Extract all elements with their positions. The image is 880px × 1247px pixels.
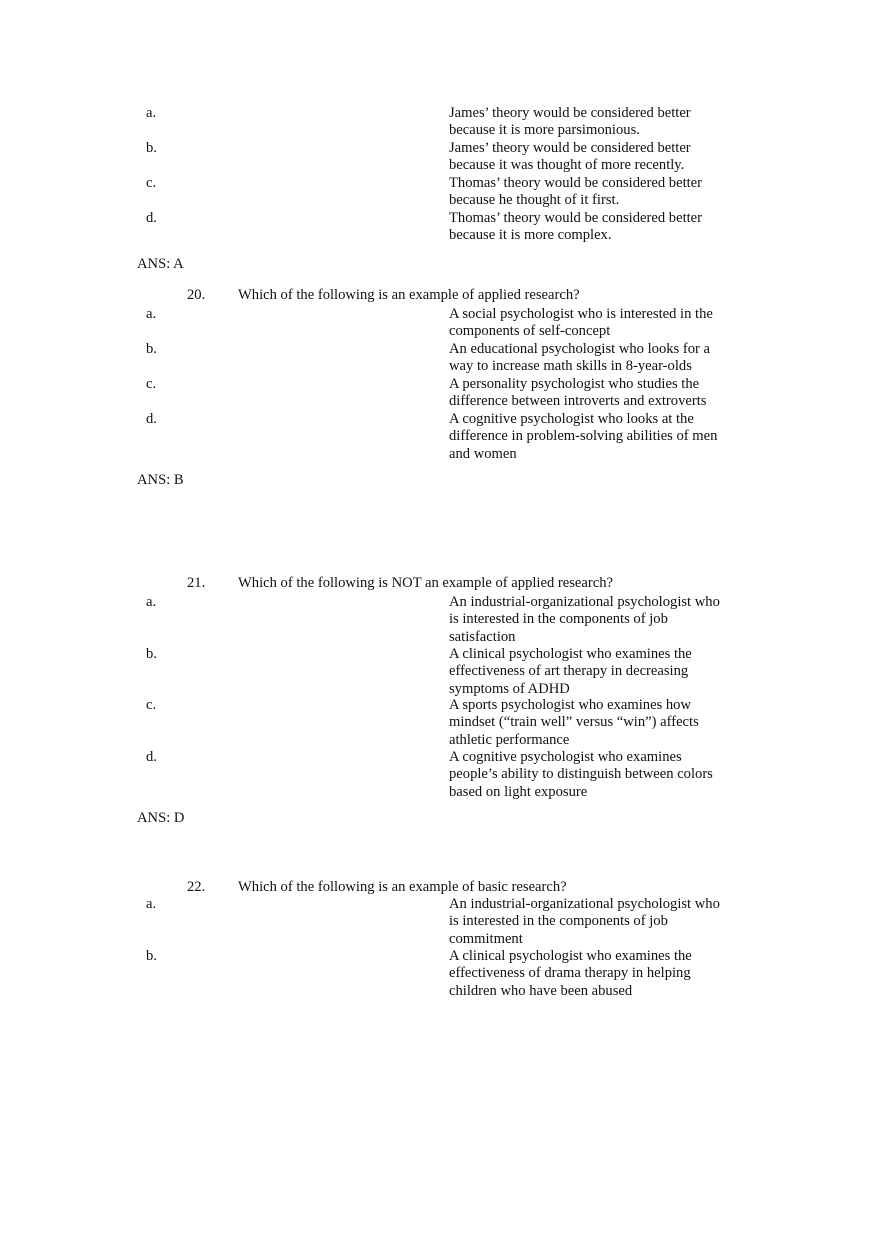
option-letter: d.	[146, 210, 157, 226]
option-text	[449, 411, 717, 463]
option-text-line: mindset (“train well” versus “win”) affects	[449, 714, 699, 731]
option-text-line: An educational psychologist who looks for a	[449, 341, 711, 357]
option-text-line: children who have been abused	[449, 982, 633, 999]
option-text-line: components of self-concept	[449, 323, 611, 340]
option-text-line: because it was thought of more recently.	[449, 157, 685, 174]
option-text-line: is interested in the components of job	[449, 913, 668, 930]
option-letter: d.	[146, 411, 157, 427]
option-text-line: An industrial-organizational psychologist who	[449, 594, 720, 610]
answer-key: ANS: D	[137, 810, 185, 826]
answer-key: ANS: B	[137, 472, 184, 488]
option-text-line: A sports psychologist who examines how	[449, 697, 692, 713]
option-text	[449, 175, 702, 210]
option-text	[449, 140, 691, 175]
option-text	[449, 341, 710, 376]
option-text-line: and women	[449, 445, 517, 462]
option-text-line: A social psychologist who is interested in the	[449, 306, 713, 322]
option-text	[449, 376, 706, 411]
option-letter: b.	[146, 646, 157, 662]
option-text	[449, 646, 692, 698]
question-number: 21.	[187, 575, 206, 591]
option-text-line: Thomas’ theory would be considered better	[449, 210, 703, 226]
option-text	[449, 896, 720, 948]
option-letter: a.	[146, 105, 157, 121]
option-text-line: A cognitive psychologist who examines	[449, 749, 682, 765]
option-text-line: way to increase math skills in 8-year-olds	[449, 358, 692, 375]
option-text-line: A personality psychologist who studies the	[449, 376, 700, 392]
option-letter: a.	[146, 896, 157, 912]
option-text-line: difference between introverts and extroverts	[449, 393, 707, 410]
option-letter: d.	[146, 749, 157, 765]
question-text: Which of the following is an example of basic research?	[238, 879, 567, 895]
option-letter: a.	[146, 594, 157, 610]
option-letter: b.	[146, 948, 157, 964]
question-number: 20.	[187, 287, 206, 303]
option-text-line: because he thought of it first.	[449, 192, 620, 209]
option-text-line: effectiveness of drama therapy in helping	[449, 965, 691, 982]
option-text-line: James’ theory would be considered better	[449, 105, 691, 121]
option-letter: b.	[146, 341, 157, 357]
option-text-line: because it is more parsimonious.	[449, 122, 640, 139]
option-letter: c.	[146, 697, 157, 713]
option-letter: c.	[146, 376, 157, 392]
option-letter: b.	[146, 140, 157, 156]
option-letter: a.	[146, 306, 157, 322]
option-text-line: Thomas’ theory would be considered better	[449, 175, 703, 191]
option-text	[449, 697, 699, 749]
question-number: 22.	[187, 879, 206, 895]
option-text	[449, 306, 713, 341]
option-text-line: effectiveness of art therapy in decreasing	[449, 663, 689, 680]
question-text: Which of the following is an example of applied research?	[238, 287, 580, 303]
option-text-line: A cognitive psychologist who looks at the	[449, 411, 694, 427]
option-text-line: James’ theory would be considered better	[449, 140, 691, 156]
option-text-line: is interested in the components of job	[449, 611, 668, 628]
option-text	[449, 594, 720, 646]
option-text	[449, 105, 691, 140]
option-text-line: because it is more complex.	[449, 227, 612, 244]
option-text-line: An industrial-organizational psychologist who	[449, 896, 720, 912]
option-text	[449, 210, 702, 245]
answer-key: ANS: A	[137, 256, 184, 272]
option-text	[449, 749, 713, 801]
option-letter: c.	[146, 175, 157, 191]
option-text-line: symptoms of ADHD	[449, 680, 570, 697]
option-text	[449, 948, 692, 1000]
option-text-line: satisfaction	[449, 628, 516, 645]
question-text: Which of the following is NOT an example of applied research?	[238, 575, 613, 591]
option-text-line: people’s ability to distinguish between colors	[449, 766, 713, 783]
option-text-line: based on light exposure	[449, 783, 588, 800]
option-text-line: A clinical psychologist who examines the	[449, 646, 692, 662]
option-text-line: difference in problem-solving abilities of men	[449, 428, 718, 445]
option-text-line: A clinical psychologist who examines the	[449, 948, 692, 964]
option-text-line: athletic performance	[449, 731, 570, 748]
option-text-line: commitment	[449, 930, 523, 947]
